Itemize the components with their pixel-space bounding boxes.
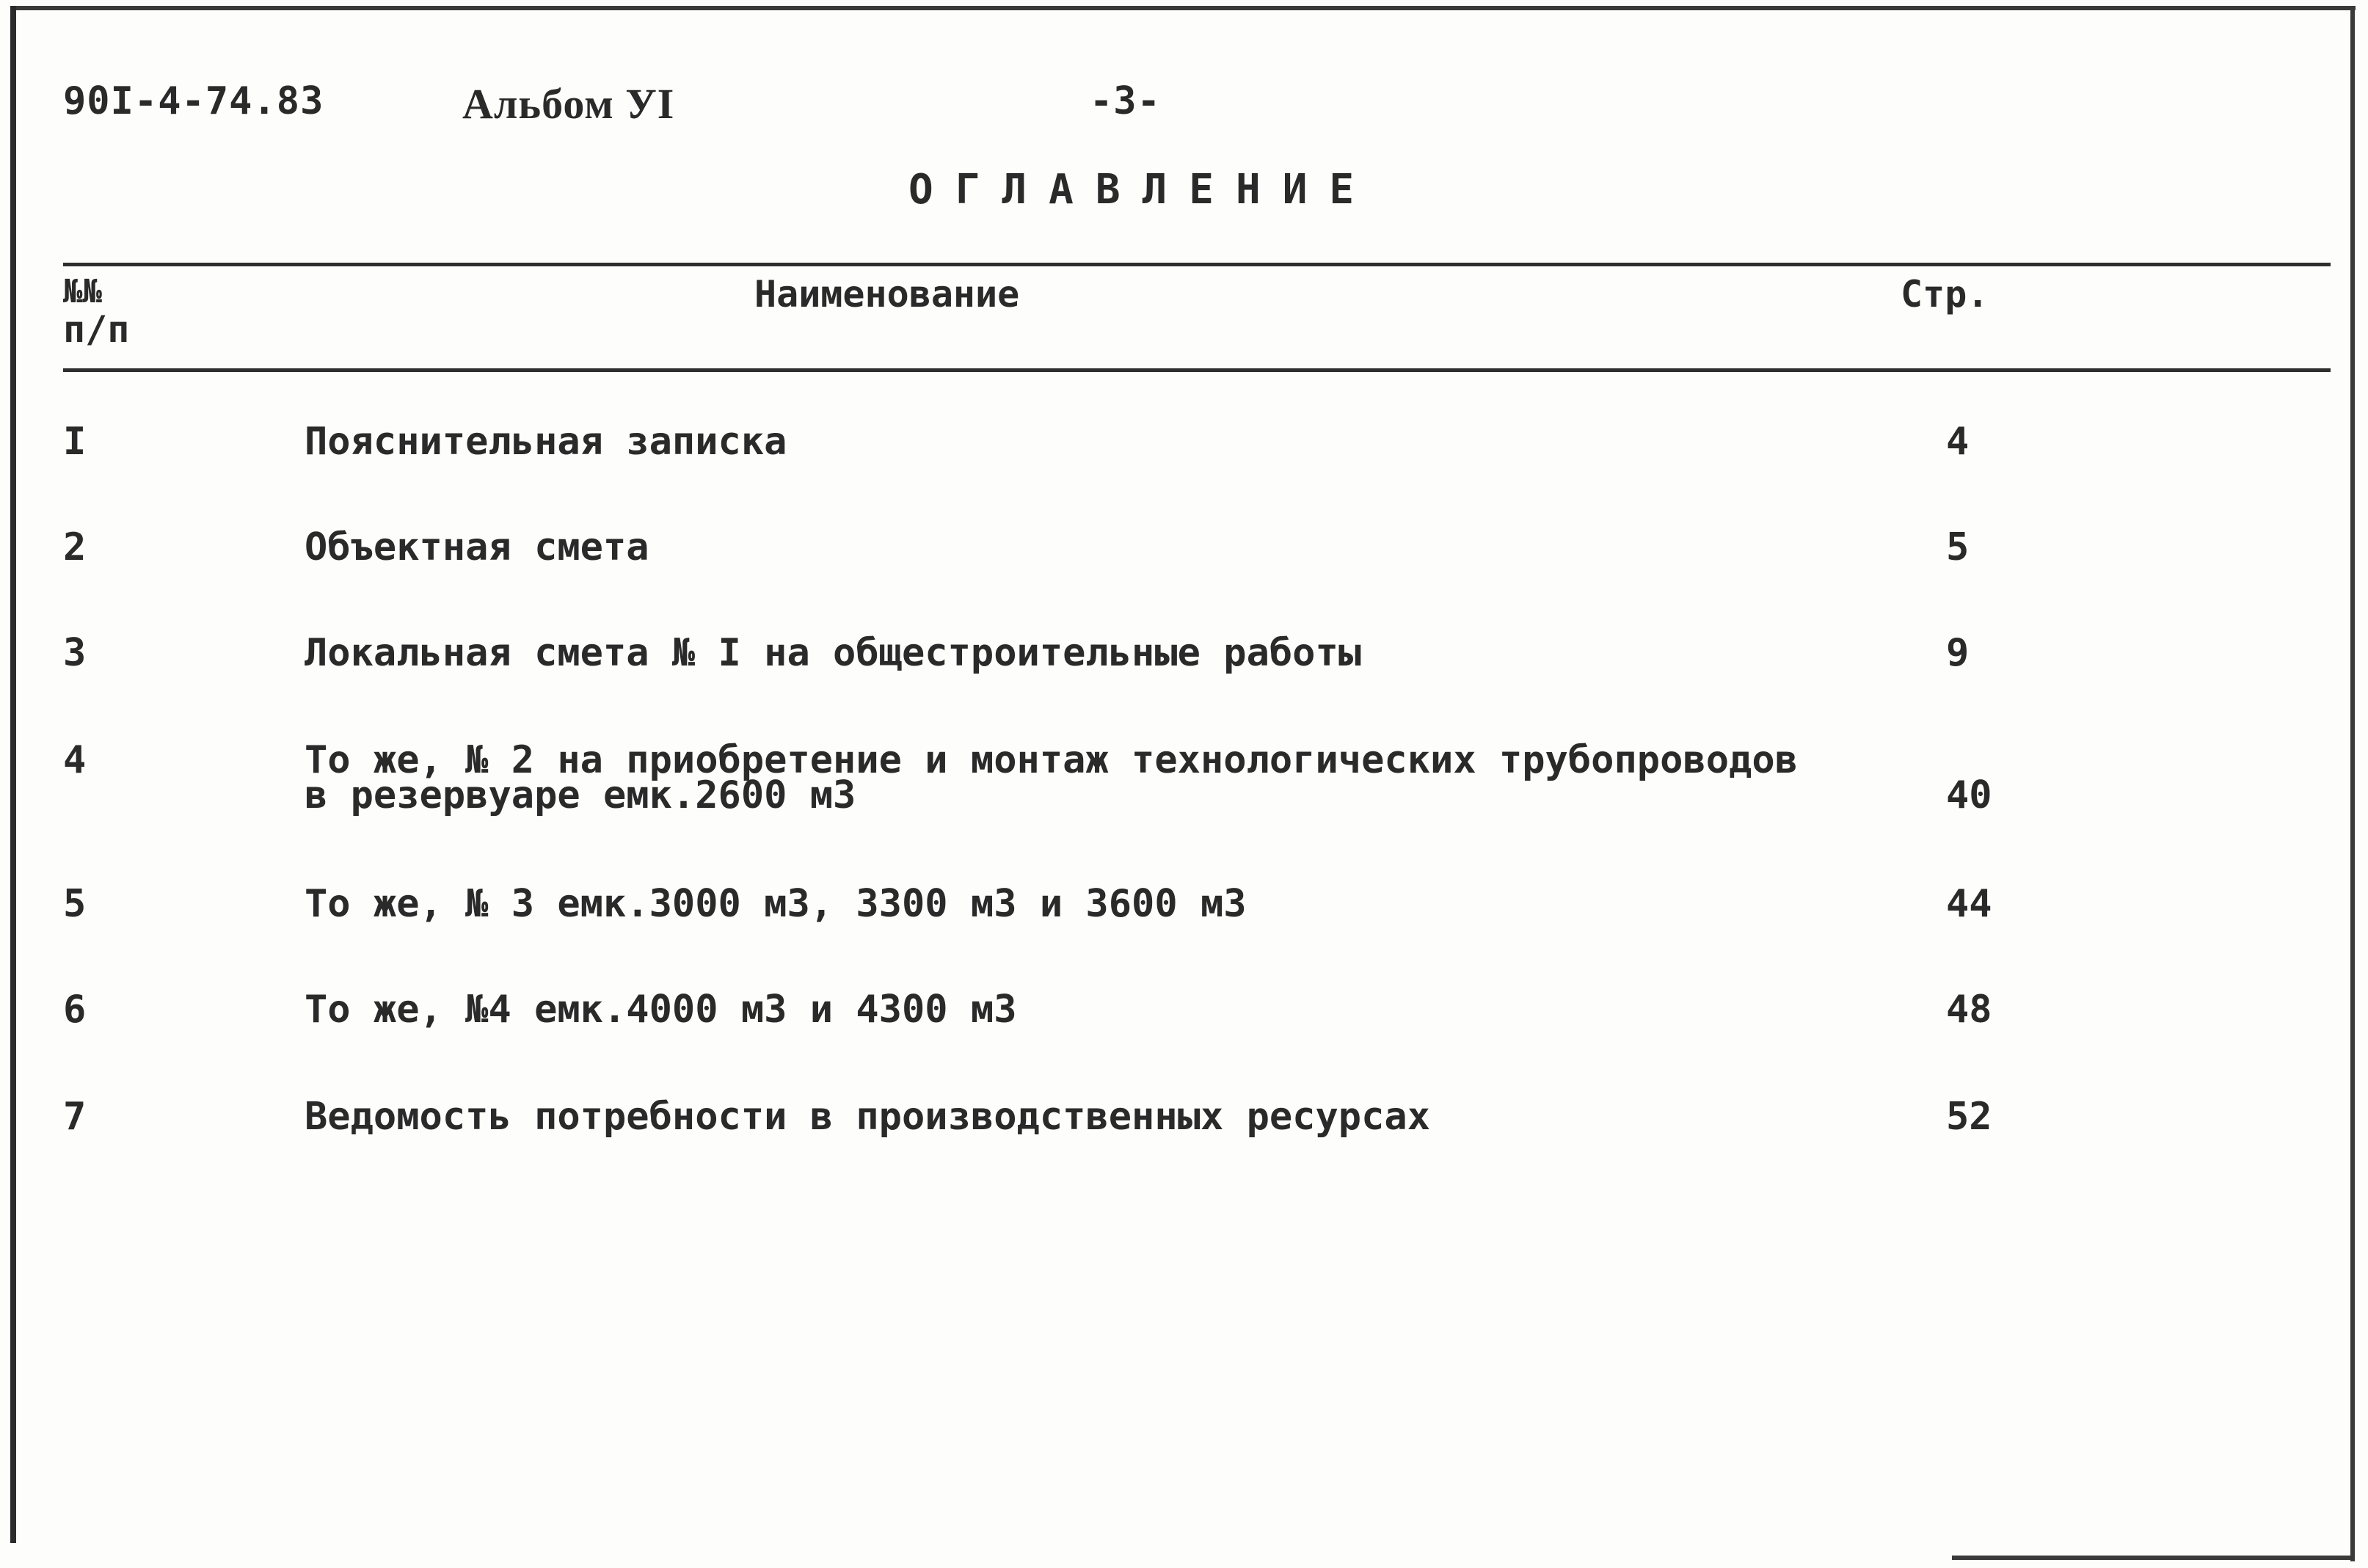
row-name-line: Ведомость потребности в производственных ресурсах xyxy=(305,1095,1431,1139)
column-header-number-line1: №№ xyxy=(63,273,102,310)
row-number: I xyxy=(63,420,87,464)
row-number: 2 xyxy=(63,525,87,569)
row-number: 5 xyxy=(63,882,87,926)
frame-top-border xyxy=(10,6,2356,10)
table-top-rule xyxy=(63,263,2331,266)
row-name-line: Пояснительная записка xyxy=(305,420,787,464)
row-name xyxy=(305,882,1247,926)
row-page: 4 xyxy=(1946,420,1970,464)
row-page: 48 xyxy=(1946,988,1992,1032)
album-label: Альбом УI xyxy=(462,80,675,128)
frame-bottom-border xyxy=(1952,1556,2355,1560)
row-name-line: Локальная смета № I на общестроительные работы xyxy=(305,631,1362,675)
row-name xyxy=(305,738,1798,817)
row-name xyxy=(305,988,1017,1032)
row-page: 40 xyxy=(1946,773,1992,817)
row-number: 4 xyxy=(63,738,87,782)
row-number: 3 xyxy=(63,631,87,675)
page-number: -3- xyxy=(1090,79,1161,123)
column-header-number-line2: п/п xyxy=(63,308,130,351)
frame-left-border xyxy=(10,6,16,1543)
row-name-line: Объектная смета xyxy=(305,525,649,569)
row-name xyxy=(305,1095,1431,1139)
row-number: 7 xyxy=(63,1095,87,1139)
row-page: 52 xyxy=(1946,1095,1992,1139)
table-header-rule xyxy=(63,368,2331,372)
column-header-page: Стр. xyxy=(1901,273,1989,316)
row-name xyxy=(305,420,787,464)
row-name-line: То же, №4 емк.4000 м3 и 4300 м3 xyxy=(305,988,1017,1032)
frame-right-border xyxy=(2350,6,2355,1561)
row-name-line: в резервуаре емк.2600 м3 xyxy=(305,773,856,817)
row-name-line: То же, № 2 на приобретение и монтаж технологических трубопроводов xyxy=(305,738,1798,782)
row-number: 6 xyxy=(63,988,87,1032)
row-page: 44 xyxy=(1946,882,1992,926)
page-title: ОГЛАВЛЕНИЕ xyxy=(908,166,1377,214)
row-page: 5 xyxy=(1946,525,1970,569)
column-header-name: Наименование xyxy=(754,273,1020,316)
row-page: 9 xyxy=(1946,631,1970,675)
row-name xyxy=(305,525,649,569)
document-code: 90I-4-74.83 xyxy=(63,79,324,123)
row-name xyxy=(305,631,1362,675)
row-name-line: То же, № 3 емк.3000 м3, 3300 м3 и 3600 м3 xyxy=(305,882,1247,926)
